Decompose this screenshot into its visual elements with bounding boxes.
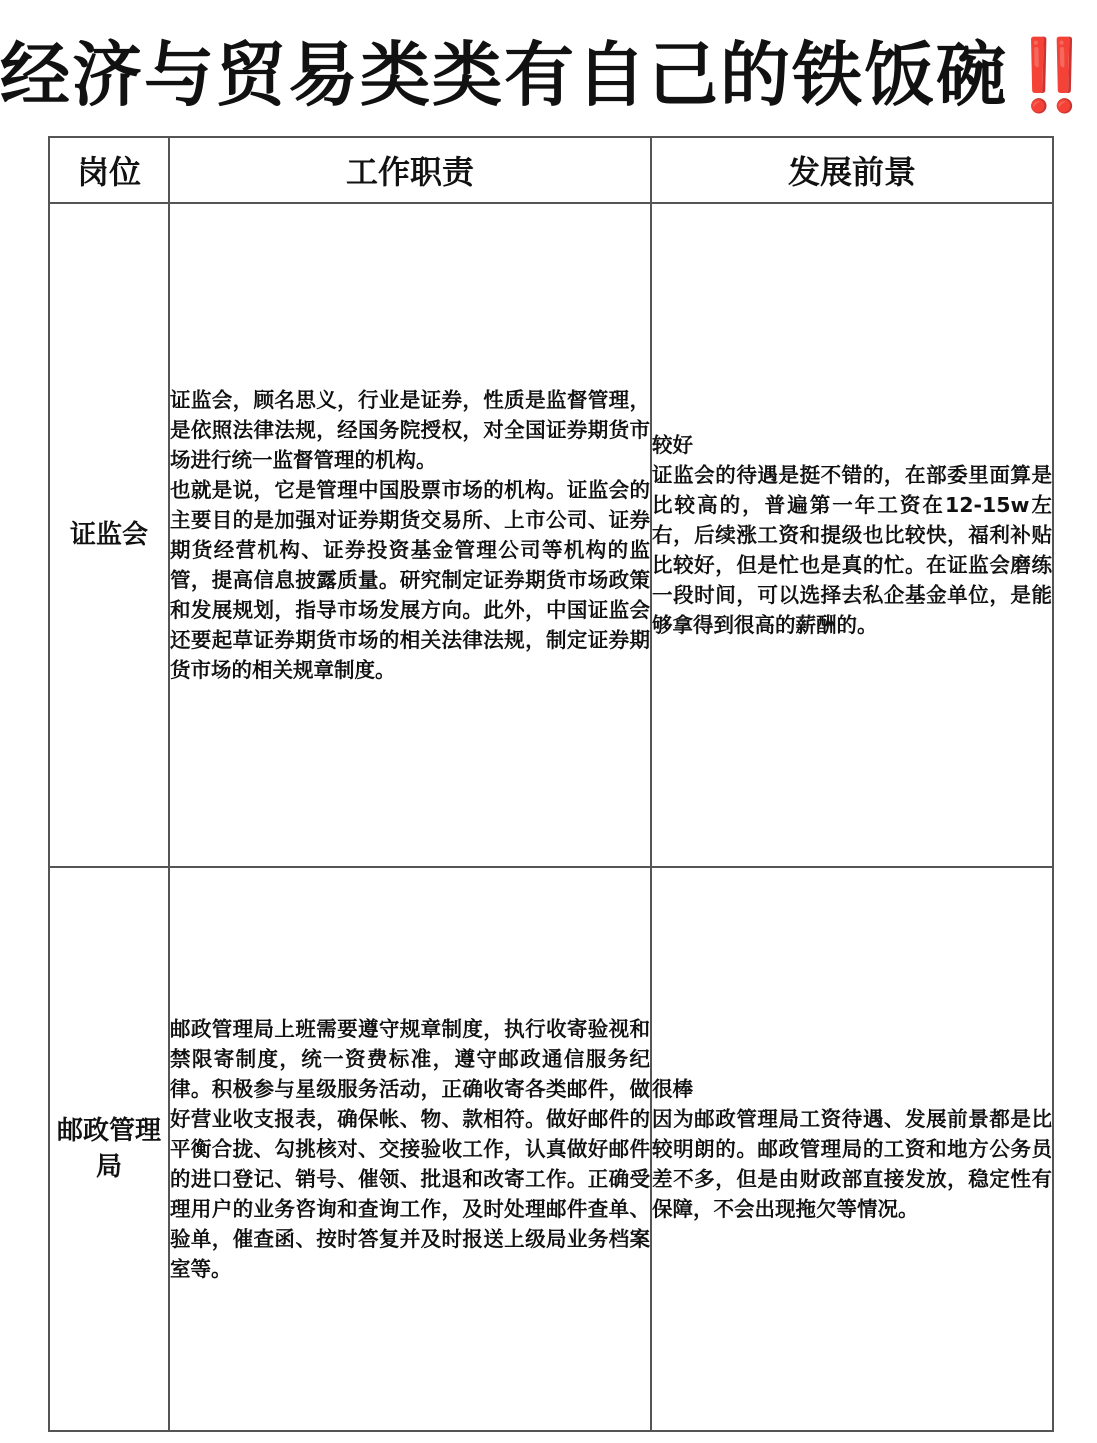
duty-cell — [169, 867, 651, 1431]
position-cell: 证监会 — [49, 203, 169, 867]
header-duty: 工作职责 — [169, 137, 651, 203]
prospect-rating: 很棒 — [652, 1077, 693, 1101]
prospect-text: 证监会的待遇是挺不错的，在部委里面算是比较高的，普遍第一年工资在12-15w左右，后续涨工资和提级也比较快，福利补贴比较好，但是忙也是真的忙。在证监会磨练一段时间，可以选择去私企基金单位，是能够拿得到很高的薪酬的。 — [652, 463, 1052, 637]
page-title-text: 经济与贸易类类有自己的铁饭碗 — [0, 34, 1008, 116]
double-exclamation-icon: ‼️ — [1008, 34, 1097, 116]
header-prospect: 发展前景 — [651, 137, 1053, 203]
duty-text: 证监会，顾名思义，行业是证券，性质是监督管理，是依照法律法规，经国务院授权，对全国证券期货市场进行统一监督管理的机构。 也就是说，它是管理中国股票市场的机构。证监会的主要目的是加强对证券期货交易所、上市公司、证券期货经营机构、证券投资基金管理公司等机构的监管，提高信息披露质量。研究制定证券期货市场政策和发展规划，指导市场发展方向。此外，中国证监会还要起草证券期货市场的相关法律法规，制定证券期货市场的相关规章制度。 — [170, 388, 650, 682]
page-title — [0, 30, 1097, 120]
header-position: 岗位 — [49, 137, 169, 203]
prospect-text: 因为邮政管理局工资待遇、发展前景都是比较明朗的。邮政管理局的工资和地方公务员差不多，但是由财政部直接发放，稳定性有保障，不会出现拖欠等情况。 — [652, 1107, 1052, 1221]
prospect-rating: 较好 — [652, 433, 693, 457]
duty-cell — [169, 203, 651, 867]
prospect-cell — [651, 203, 1053, 867]
prospect-cell — [651, 867, 1053, 1431]
position-cell: 邮政管理局 — [49, 867, 169, 1431]
table-row — [49, 203, 1053, 867]
jobs-table — [48, 136, 1054, 1432]
table-row — [49, 867, 1053, 1431]
duty-text: 邮政管理局上班需要遵守规章制度，执行收寄验视和禁限寄制度，统一资费标准，遵守邮政通信服务纪律。积极参与星级服务活动，正确收寄各类邮件，做好营业收支报表，确保帐、物、款相符。做好邮件的平衡合拢、勾挑核对、交接验收工作，认真做好邮件的进口登记、销号、催领、批退和改寄工作。正确受理用户的业务咨询和查询工作，及时处理邮件查单、验单，催查函、按时答复并及时报送上级局业务档案室等。 — [170, 1017, 650, 1281]
table-header-row — [49, 137, 1053, 203]
